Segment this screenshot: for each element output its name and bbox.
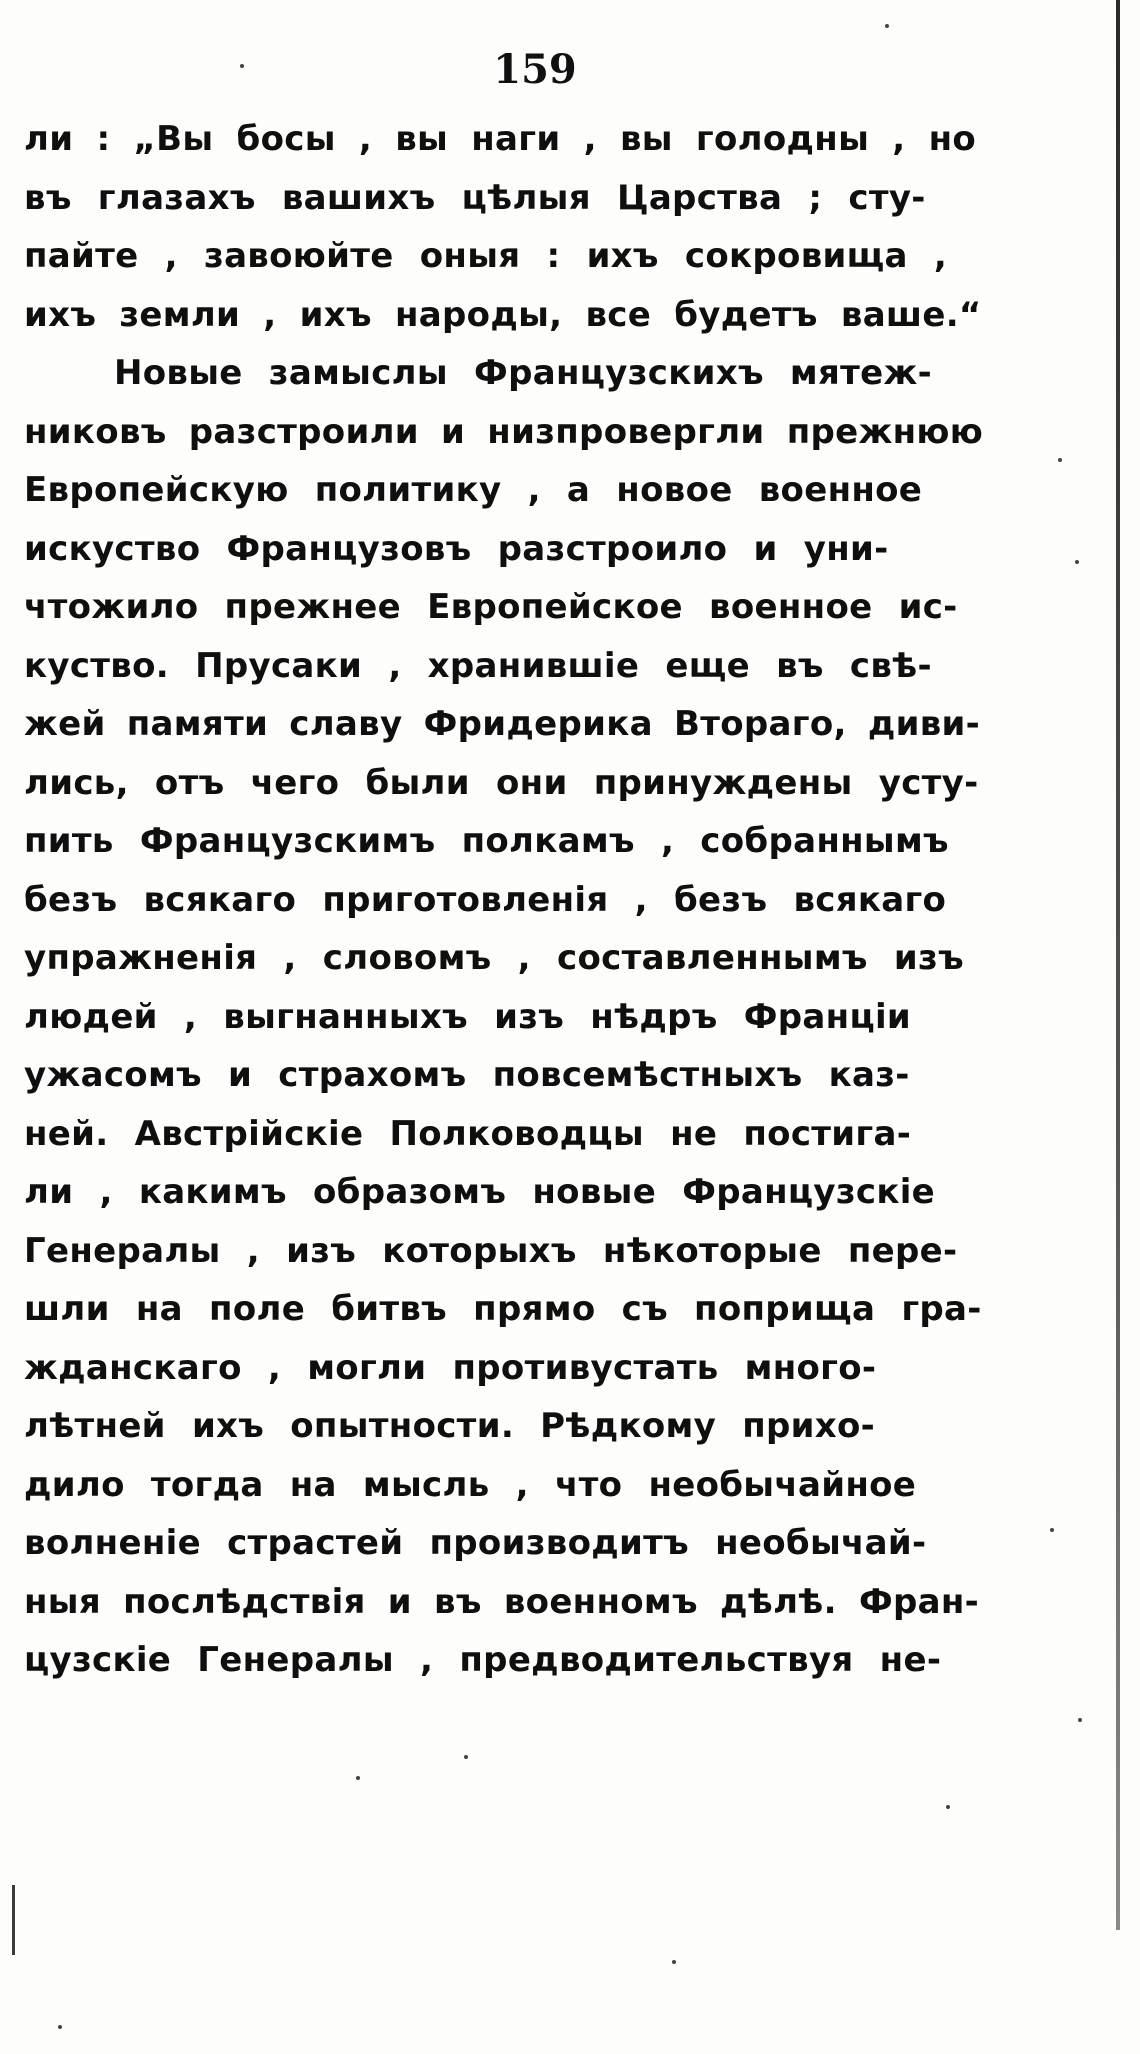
text-line: въ глазахъ вашихъ цѣлыя Царства ; сту- — [24, 177, 926, 218]
text-line: людей , выгнанныхъ изъ нѣдръ Франціи — [24, 996, 912, 1037]
text-line: жданскаго , могли противустать много- — [24, 1347, 877, 1388]
page-edge-shadow — [1116, 0, 1120, 1930]
text-line: Европейскую политику , а новое военное — [24, 470, 923, 510]
scan-speck — [885, 24, 889, 28]
body-text — [24, 110, 984, 1690]
text-line: цузскіе Генералы , предводительствуя не- — [24, 1640, 942, 1680]
scan-speck — [672, 1960, 676, 1964]
text-line: упражненія , словомъ , составленнымъ изъ — [24, 938, 964, 978]
text-line: шли на поле битвъ прямо съ поприща гра- — [24, 1289, 982, 1329]
text-line: ли , какимъ образомъ новые Французскіе — [24, 1172, 936, 1212]
text-line: безъ всякаго приготовленія , безъ всякаго — [24, 879, 947, 920]
scan-speck — [946, 1805, 950, 1809]
text-line: ихъ земли , ихъ народы, все будетъ ваше.“ — [24, 294, 982, 335]
scan-speck — [1050, 1528, 1054, 1532]
text-line: искуство Французовъ разстроило и уни- — [24, 528, 889, 569]
text-line: куство. Прусаки , хранившіе еще въ свѣ- — [24, 645, 932, 686]
text-line: Генералы , изъ которыхъ нѣкоторые пере- — [24, 1230, 958, 1271]
text-line: ужасомъ и страхомъ повсемѣстныхъ каз- — [24, 1055, 910, 1095]
scan-speck — [1058, 458, 1062, 462]
text-line: жей памяти славу Фридерика Втораго, диви- — [24, 704, 981, 744]
scan-speck — [356, 1776, 360, 1780]
text-line: ней. Австрійскіе Полководцы не постига- — [24, 1113, 912, 1154]
paragraph-first-line: Новые замыслы Французскихъ мятеж- — [114, 353, 933, 393]
text-line: лись, отъ чего были они принуждены усту- — [24, 762, 979, 803]
scan-speck — [1075, 560, 1079, 564]
text-line: пить Французскимъ полкамъ , собраннымъ — [24, 821, 949, 861]
page-number: 159 — [493, 46, 577, 93]
text-line: дило тогда на мысль , что необычайное — [24, 1464, 917, 1505]
text-line: ли : „Вы босы , вы наги , вы голодны , но — [24, 119, 977, 159]
scan-speck — [464, 1755, 468, 1759]
scan-margin-mark — [12, 1885, 15, 1955]
text-line: ныя послѣдствія и въ военномъ дѣлѣ. Фран- — [24, 1581, 980, 1622]
text-line: пайте , завоюйте оныя : ихъ сокровища , — [24, 236, 948, 276]
scan-speck — [58, 2025, 62, 2029]
text-line: никовъ разстроили и низпровергли прежнюю — [24, 411, 984, 452]
scan-speck — [1078, 1718, 1082, 1722]
text-line: лѣтней ихъ опытности. Рѣдкому прихо- — [24, 1406, 876, 1446]
text-line: чтожило прежнее Европейское военное ис- — [24, 587, 958, 627]
text-line: волненіе страстей производитъ необычай- — [24, 1523, 927, 1563]
